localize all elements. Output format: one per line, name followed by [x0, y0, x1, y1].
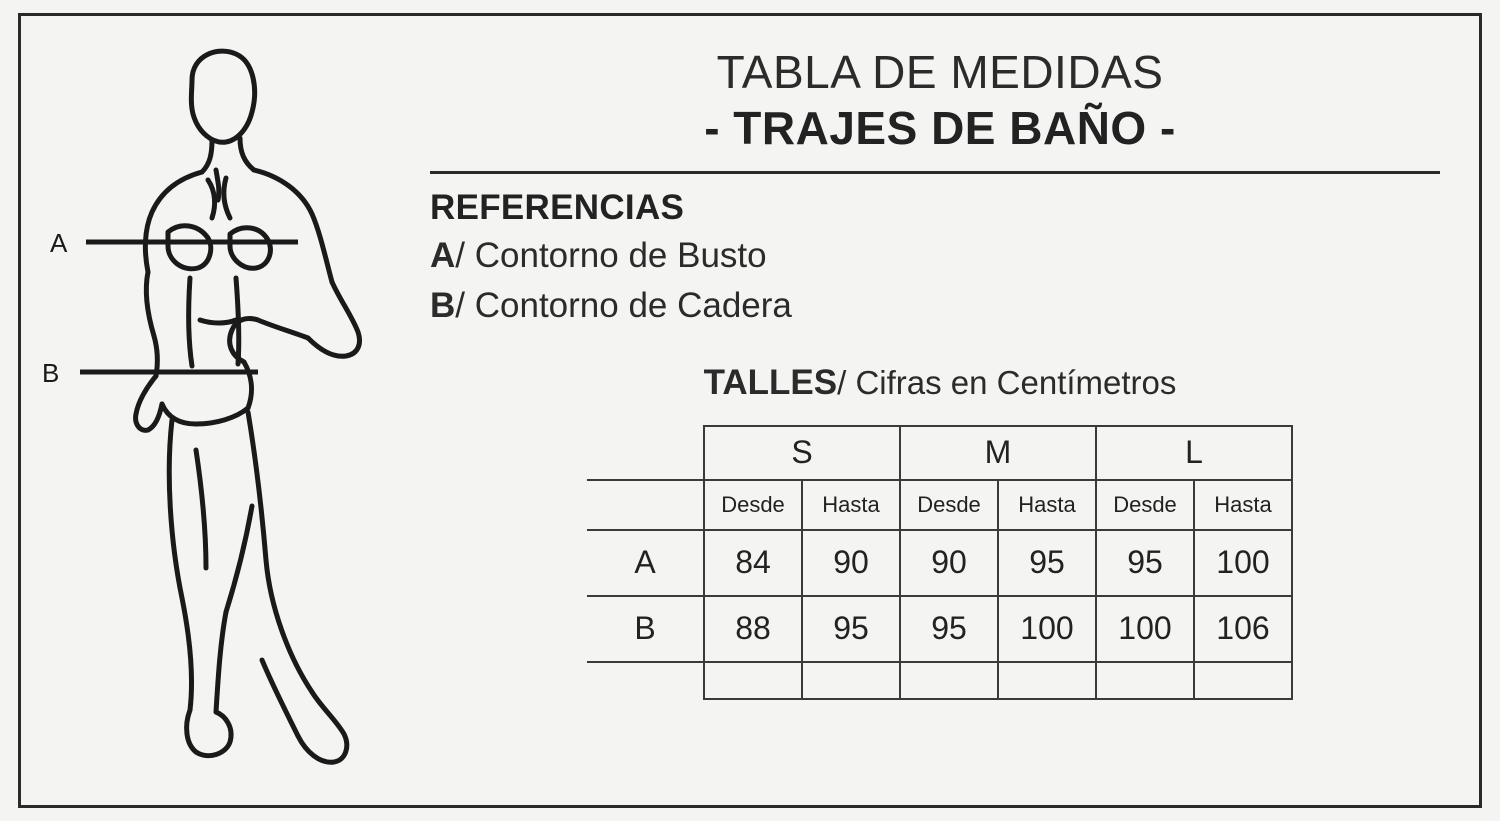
table-row-subheaders — [587, 480, 1292, 530]
row-label-b: B — [587, 596, 704, 662]
reference-sep-b: / — [455, 285, 475, 325]
cell-b-s-hasta: 95 — [802, 596, 900, 662]
table-row — [587, 596, 1292, 662]
subheader-m-hasta: Hasta — [998, 480, 1096, 530]
spacer-s-hasta — [802, 662, 900, 699]
reference-key-a: A — [430, 236, 456, 276]
cell-b-l-hasta: 106 — [1194, 596, 1292, 662]
subheader-l-desde: Desde — [1096, 480, 1194, 530]
subheader-corner-cell — [587, 480, 704, 530]
table-corner-cell — [587, 426, 704, 480]
references-heading: REFERENCIAS — [430, 188, 685, 228]
cell-a-s-hasta: 90 — [802, 530, 900, 596]
sizes-note-bold: TALLES — [703, 362, 838, 402]
size-table-wrap — [430, 425, 1450, 700]
table-row — [587, 530, 1292, 596]
subheader-l-hasta: Hasta — [1194, 480, 1292, 530]
size-table — [587, 425, 1293, 700]
cell-a-m-desde: 90 — [900, 530, 998, 596]
body-illustration-icon — [40, 20, 420, 780]
size-header-l: L — [1096, 426, 1292, 480]
page-title: TABLA DE MEDIDAS — [716, 46, 1164, 98]
subheader-s-desde: Desde — [704, 480, 802, 530]
subheader-m-desde: Desde — [900, 480, 998, 530]
size-header-s: S — [704, 426, 900, 480]
reference-key-b: B — [430, 285, 456, 325]
measure-label-b: B — [42, 358, 60, 388]
cell-a-m-hasta: 95 — [998, 530, 1096, 596]
size-header-m: M — [900, 426, 1096, 480]
spacer-l-hasta — [1194, 662, 1292, 699]
title-divider — [430, 171, 1440, 174]
spacer-m-hasta — [998, 662, 1096, 699]
cell-a-l-desde: 95 — [1096, 530, 1194, 596]
sizes-note-rest: / Cifras en Centímetros — [837, 363, 1177, 401]
female-body-figure — [40, 20, 420, 780]
cell-a-s-desde: 84 — [704, 530, 802, 596]
reference-item-b — [430, 282, 1450, 329]
cell-b-m-desde: 95 — [900, 596, 998, 662]
reference-label-b: Contorno de Cadera — [474, 285, 792, 325]
sizes-note — [430, 363, 1450, 403]
chart-content — [430, 48, 1450, 700]
reference-label-a: Contorno de Busto — [474, 236, 767, 276]
cell-b-m-hasta: 100 — [998, 596, 1096, 662]
page-subtitle: - TRAJES DE BAÑO - — [704, 101, 1176, 154]
cell-b-l-desde: 100 — [1096, 596, 1194, 662]
reference-sep-a: / — [455, 236, 475, 276]
subheader-s-hasta: Hasta — [802, 480, 900, 530]
cell-b-s-desde: 88 — [704, 596, 802, 662]
reference-item-a — [430, 232, 1450, 279]
title-block — [430, 48, 1450, 153]
table-row-size-headers — [587, 426, 1292, 480]
row-label-a: A — [587, 530, 704, 596]
table-row-spacer — [587, 662, 1292, 699]
spacer-label-cell — [587, 662, 704, 699]
measure-label-a: A — [50, 228, 68, 258]
spacer-m-desde — [900, 662, 998, 699]
spacer-s-desde — [704, 662, 802, 699]
cell-a-l-hasta: 100 — [1194, 530, 1292, 596]
spacer-l-desde — [1096, 662, 1194, 699]
